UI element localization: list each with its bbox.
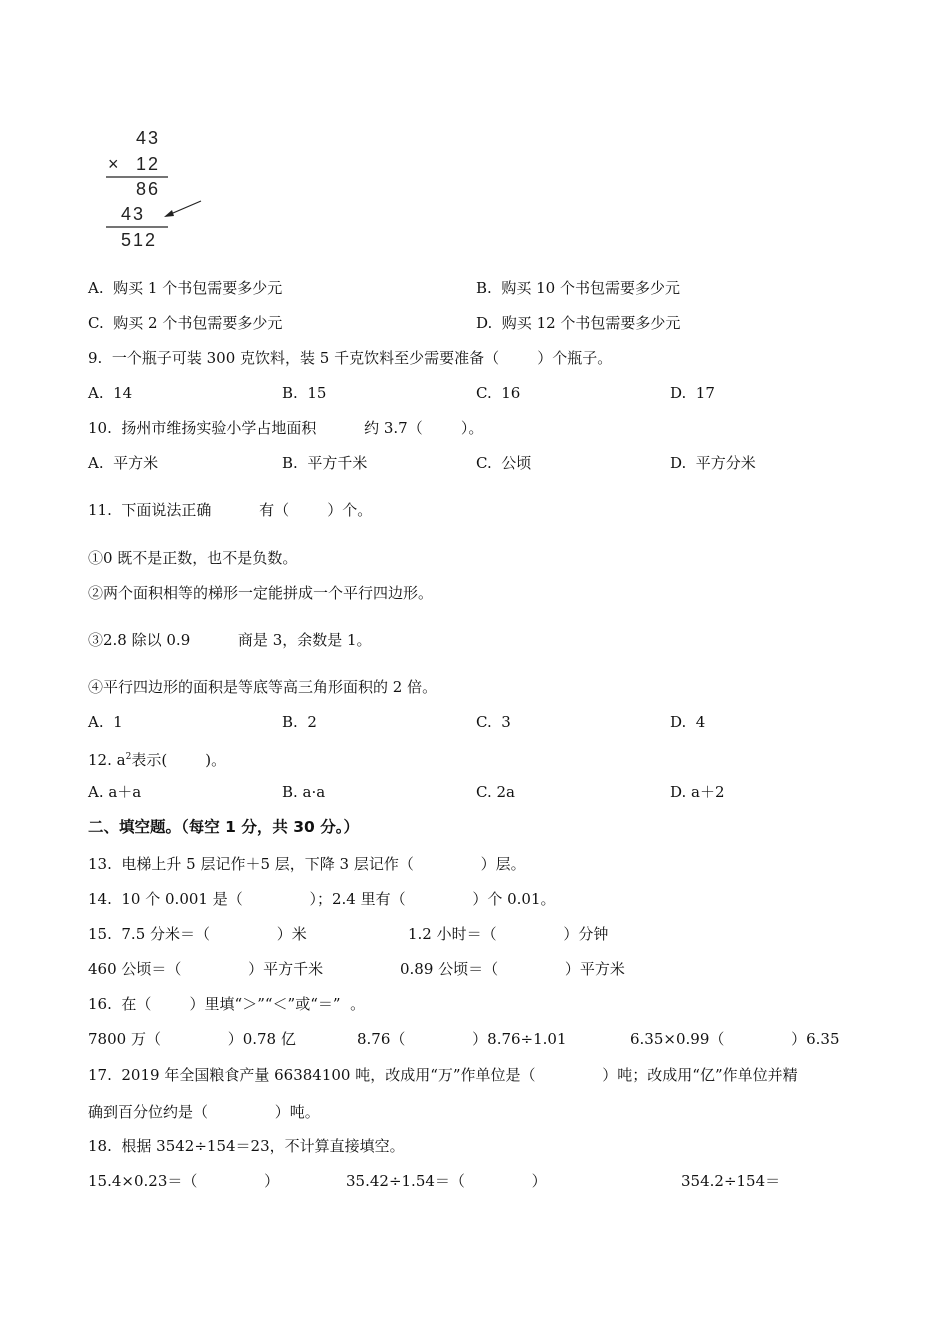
q8-option-a: A. 购买 1 个书包需要多少元: [88, 279, 283, 297]
q10-text: 10. 扬州市维扬实验小学占地面积 约 3.7（ ）。: [88, 419, 484, 437]
q8-option-c: C. 购买 2 个书包需要多少元: [88, 314, 283, 332]
q11-option-a: A. 1: [88, 713, 123, 731]
q17-line-2: 确到百分位约是（ ）吨。: [88, 1103, 320, 1121]
q15-part-a: 15. 7.5 分米＝（ ）米: [88, 925, 307, 943]
q17-line-1: 17. 2019 年全国粮食产量 66384100 吨，改成用“万”作单位是（ ）吨；改成用“亿”作单位并精: [88, 1066, 798, 1084]
q9-option-a: A. 14: [88, 384, 133, 402]
q18-part-a: 15.4×0.23＝（ ）: [88, 1172, 280, 1190]
q11-statement-4: ④平行四边形的面积是等底等高三角形面积的 2 倍。: [88, 678, 438, 696]
q9-option-d: D. 17: [670, 384, 715, 402]
q13-text: 13. 电梯上升 5 层记作＋5 层，下降 3 层记作（ ）层。: [88, 855, 526, 873]
q10-option-c: C. 公顷: [476, 454, 532, 472]
q12-option-d: D. a＋2: [670, 783, 725, 801]
q11-text: 11. 下面说法正确 有（ ）个。: [88, 501, 373, 519]
calc-times-sign: ×: [108, 154, 121, 174]
q12-exponent: 2: [125, 752, 132, 762]
q12-suffix: 表示( )。: [131, 751, 227, 769]
q10-option-d: D. 平方分米: [670, 454, 756, 472]
q16-part-b: 8.76（ ）8.76÷1.01: [357, 1030, 567, 1048]
q8-option-d: D. 购买 12 个书包需要多少元: [476, 314, 681, 332]
q15-part-b: 1.2 小时＝（ ）分钟: [408, 925, 609, 943]
q11-statement-2: ②两个面积相等的梯形一定能拼成一个平行四边形。: [88, 584, 434, 602]
q9-option-b: B. 15: [282, 384, 327, 402]
calc-row-product: 512: [121, 230, 158, 250]
q12-option-a: A. a＋a: [88, 783, 142, 801]
q11-statement-3: ③2.8 除以 0.9 商是 3，余数是 1。: [88, 631, 372, 649]
q9-text: 9. 一个瓶子可装 300 克饮料，装 5 千克饮料至少需要准备（ ）个瓶子。: [88, 349, 613, 367]
calc-row-partial-2: 43: [121, 204, 146, 224]
calc-row-partial-1: 86: [136, 179, 161, 199]
calc-row-multiplicand: 43: [136, 128, 161, 148]
arrow-icon: [164, 201, 201, 217]
q11-option-b: B. 2: [282, 713, 317, 731]
q15-part-c: 460 公顷＝（ ）平方千米: [88, 960, 324, 978]
q11-option-c: C. 3: [476, 713, 511, 731]
q14-text: 14. 10 个 0.001 是（ ）；2.4 里有（ ）个 0.01。: [88, 890, 556, 908]
section-2-heading: 二、填空题。（每空 1 分，共 30 分。）: [88, 818, 359, 836]
calc-lines: [104, 126, 202, 256]
q15-part-d: 0.89 公顷＝（ ）平方米: [400, 960, 625, 978]
q11-statement-1: ①0 既不是正数，也不是负数。: [88, 549, 298, 567]
q18-part-b: 35.42÷1.54＝（ ）: [346, 1172, 547, 1190]
q12-option-b: B. a·a: [282, 783, 326, 801]
q18-text: 18. 根据 3542÷154＝23，不计算直接填空。: [88, 1137, 405, 1155]
q16-text: 16. 在（ ）里填“＞”“＜”或“＝” 。: [88, 995, 366, 1013]
q12-prefix: 12. a: [88, 751, 126, 769]
q9-option-c: C. 16: [476, 384, 521, 402]
q10-option-b: B. 平方千米: [282, 454, 368, 472]
q12-option-c: C. 2a: [476, 783, 515, 801]
vertical-multiplication-figure: [104, 126, 202, 256]
q16-part-c: 6.35×0.99（ ）6.35: [630, 1030, 840, 1048]
q16-part-a: 7800 万（ ）0.78 亿: [88, 1030, 296, 1048]
q18-part-c: 354.2÷154＝: [681, 1172, 781, 1190]
q8-option-b: B. 购买 10 个书包需要多少元: [476, 279, 680, 297]
q11-option-d: D. 4: [670, 713, 706, 731]
calc-row-multiplier: 12: [136, 154, 161, 174]
q12-text: [88, 747, 226, 770]
q10-option-a: A. 平方米: [88, 454, 159, 472]
